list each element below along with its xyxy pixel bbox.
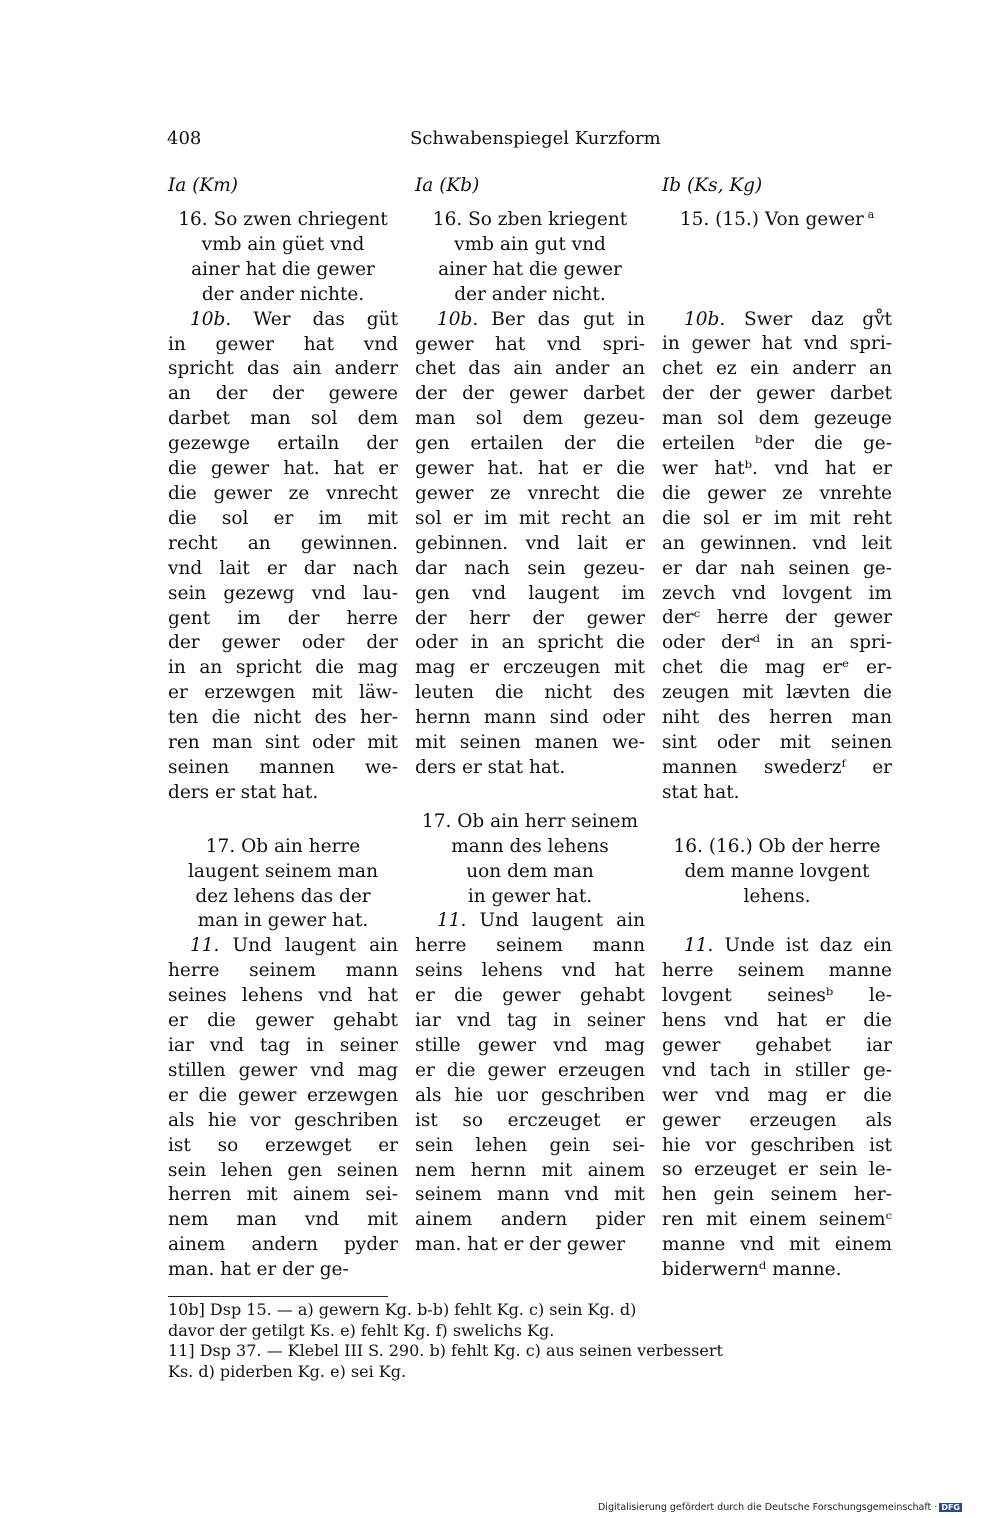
column-ib-ks-kg (662, 176, 892, 1283)
heading-line: 16. So zben kriegent (432, 209, 628, 230)
digitization-credit (598, 1502, 962, 1513)
section-heading (415, 208, 645, 308)
section-text (662, 308, 892, 806)
text-line (415, 909, 645, 934)
text-line: ren man sint oder mit (168, 732, 398, 754)
text-line: seinem mann vnd mit (415, 1184, 645, 1206)
text-line: darbet man sol dem (168, 408, 398, 430)
paragraph-number: 11. (190, 935, 220, 957)
heading-line (662, 283, 892, 308)
line-text: Ber das gut in (491, 308, 645, 330)
text-line: iar vnd tag in seiner (415, 1010, 645, 1032)
heading-line: der ander nichte. (201, 283, 365, 305)
text-line: er erzewgen mit läw- (168, 682, 398, 704)
text-line: man. hat er der gewer (415, 1234, 626, 1256)
text-line: herre seinem manne (662, 960, 892, 982)
column-siglum: Ib (Ks, Kg) (662, 175, 763, 196)
text-line: seins lehens vnd hat (415, 960, 645, 982)
text-line: wer vnd mag er die (662, 1084, 892, 1106)
text-line: die sol er im mit (168, 507, 398, 529)
text-line: die gewer ze vnrehte (662, 482, 892, 504)
line-text: Und laugent ain (232, 935, 398, 957)
text-line: hen gein seinem her- (662, 1184, 892, 1206)
text-line: herre seinem mann (168, 960, 398, 982)
text-line (168, 308, 398, 333)
text-line: als hie vor geschriben (168, 1109, 398, 1131)
dfg-logo: DFG (941, 1503, 960, 1512)
column-ia-km (168, 176, 398, 1283)
text-line: oder derᵈ in an spri- (662, 632, 892, 654)
text-line: in gewer hat vnd (168, 333, 398, 355)
text-line: man. hat er der ge- (168, 1259, 349, 1281)
text-line: seinen mannen we- (168, 756, 398, 778)
text-line: der der gewer darbet (415, 383, 645, 405)
heading-line (662, 208, 892, 233)
text-line: sein lehen gein sei- (415, 1134, 645, 1156)
heading-line (662, 909, 892, 934)
heading-text: 15. (15.) Von gewer (679, 209, 864, 230)
text-line: zevch vnd lovgent im (662, 582, 892, 604)
footnote-line: 10b] Dsp 15. — a) gewern Kg. b-b) fehlt Kg. c) sein Kg. d) (168, 1300, 637, 1319)
text-line: so erzeuget er sein le- (662, 1159, 892, 1181)
section-heading (168, 835, 398, 935)
heading-line: uon dem man (466, 860, 594, 882)
heading-line (662, 258, 892, 283)
text-line: stille gewer vnd mag (415, 1035, 645, 1056)
column-siglum: Ia (Km) (168, 175, 239, 196)
text-line: der der gewer darbet (662, 383, 892, 405)
text-line: chet ez ein anderr an (662, 358, 892, 380)
text-line: gen ertailen der die (415, 433, 645, 455)
heading-line: laugent seinem man (187, 860, 378, 882)
text-line: oder in an spricht die (415, 632, 645, 654)
text-line: nem hernn mit ainem (415, 1159, 645, 1181)
heading-line: man in gewer hat. (197, 910, 369, 932)
text-line: sol er im mit recht an (415, 507, 645, 529)
text-line: man sol dem gezeu- (415, 408, 645, 430)
text-line: die gewer ze vnrecht (168, 482, 398, 504)
text-line: vnd lait er dar nach (168, 557, 398, 579)
heading-line: ainer hat die gewer (438, 258, 622, 280)
section-gap (662, 806, 892, 835)
text-line: die gewer hat. hat er (168, 458, 398, 480)
column-ia-kb (415, 176, 645, 1258)
text-line: spricht das ain anderr (168, 358, 398, 380)
heading-line: der ander nicht. (454, 283, 606, 305)
line-text: Wer das güt (253, 308, 398, 330)
line-text: Swer daz gv̊t (743, 308, 892, 330)
credit-text: Digitalisierung gefördert durch die Deutsche Forschungsgemeinschaft · (597, 1502, 938, 1513)
text-line: an gewinnen. vnd leit (662, 532, 892, 554)
heading-line: 17. Ob ain herr seinem (421, 810, 639, 832)
heading-line: dez lehens das der (195, 885, 371, 907)
text-line: gewer ze vnrecht die (415, 482, 645, 504)
section-heading (168, 208, 398, 308)
text-line: stillen gewer vnd mag (168, 1059, 398, 1081)
line-text: Und laugent ain (479, 910, 645, 932)
text-line: gen vnd laugent im (415, 582, 645, 604)
text-line: ders er stat hat. (168, 781, 319, 803)
text-line: er die gewer gehabt (415, 985, 645, 1007)
column-siglum: Ia (Kb) (415, 175, 480, 196)
text-line: sein gezewg vnd lau- (168, 582, 398, 604)
text-line: gewer gehabet iar (662, 1034, 892, 1056)
text-line: recht an gewinnen. (168, 532, 398, 554)
page-header (167, 128, 892, 154)
text-line: nem man vnd mit (168, 1209, 398, 1231)
paragraph-number: 11. (684, 935, 714, 957)
heading-line: lehens. (743, 885, 811, 907)
heading-line: vmb ain güet vnd (201, 233, 365, 255)
paragraph-number: 10b. (190, 308, 232, 330)
text-line: ainem andern pider (415, 1209, 645, 1231)
text-line: der gewer oder der (168, 632, 398, 654)
text-line: er die gewer erzeugen (415, 1059, 645, 1081)
text-line (662, 308, 892, 333)
section-text (415, 308, 645, 781)
text-line: dar nach sein gezeu- (415, 557, 645, 579)
text-line: ren mit einem seinemᶜ (662, 1209, 892, 1231)
text-line: ten die nicht des her- (168, 707, 398, 729)
text-line: als hie uor geschriben (415, 1084, 645, 1106)
text-line: herren mit ainem sei- (168, 1184, 398, 1206)
text-line: manne vnd mit einem (662, 1234, 892, 1256)
text-line: erteilen ᵇder die ge- (662, 433, 892, 455)
section-text (662, 934, 892, 1283)
text-line: iar vnd tag in seiner (168, 1035, 398, 1056)
text-line: stat hat. (662, 781, 740, 803)
text-line: gewer hat vnd spri- (415, 333, 645, 355)
line-text: Unde ist daz ein (724, 935, 892, 957)
text-line: chet das ain ander an (415, 358, 645, 380)
heading-line: 17. Ob ain herre (205, 835, 361, 857)
paragraph-number: 10b. (684, 308, 726, 330)
text-line: wer hatᵇ. vnd hat er (662, 458, 892, 480)
text-line: mag er erczeugen mit (415, 657, 645, 679)
text-line: chet die mag erᵉ er- (662, 657, 892, 679)
section-text (168, 308, 398, 806)
text-line: man sol dem gezeuge (662, 408, 892, 430)
text-line: herre seinem mann (415, 935, 645, 957)
text-line: hernn mann sind oder (415, 707, 645, 729)
text-line: niht des herren man (662, 707, 892, 729)
section-heading (415, 810, 645, 910)
text-line: hie vor geschriben ist (662, 1134, 892, 1156)
text-line: an der der gewere (168, 383, 398, 405)
text-line: derᶜ herre der gewer (662, 607, 892, 629)
heading-line: in gewer hat. (467, 885, 593, 907)
running-title: Schwabenspiegel Kurzform (410, 128, 661, 149)
text-line: die sol er im mit reht (662, 507, 892, 529)
text-line: in an spricht die mag (168, 657, 398, 679)
text-line: ist so erczeuget er (415, 1109, 645, 1131)
text-line: vnd tach in stiller ge- (662, 1059, 892, 1081)
footnote-line: davor der getilgt Ks. e) fehlt Kg. f) swelichs Kg. (168, 1320, 555, 1340)
text-line: er die gewer erzewgen (168, 1084, 398, 1106)
footnote-marker: a (867, 207, 875, 221)
text-line: gewer erzeugen als (662, 1109, 892, 1131)
text-line: in gewer hat vnd spri- (662, 333, 892, 355)
text-line: ders er stat hat. (415, 756, 566, 778)
text-line: gezewge ertailn der (168, 433, 398, 455)
heading-line: ainer hat die gewer (191, 258, 375, 280)
text-line: gebinnen. vnd lait er (415, 532, 645, 554)
footnote-line: Ks. d) piderben Kg. e) sei Kg. (168, 1361, 407, 1381)
heading-line: dem manne lovgent (684, 860, 870, 882)
paragraph-number: 11. (437, 910, 467, 932)
text-line: gent im der herre (168, 607, 398, 629)
text-line: er dar nah seinen ge- (662, 557, 892, 579)
text-line: leuten die nicht des (415, 682, 645, 704)
section-gap (415, 781, 645, 810)
footnote-line: 11] Dsp 37. — Klebel III S. 290. b) fehlt Kg. c) aus seinen verbessert (168, 1341, 723, 1360)
text-line: gewer hat. hat er die (415, 458, 645, 480)
section-text (168, 934, 398, 1283)
footnote-rule (168, 1296, 388, 1297)
text-line: zeugen mit lævten die (662, 682, 892, 704)
heading-line (662, 233, 892, 258)
text-line: mannen swederzᶠ er (662, 756, 892, 778)
text-line: seines lehens vnd hat (168, 985, 398, 1007)
heading-line: vmb ain gut vnd (454, 233, 606, 255)
section-gap (168, 806, 398, 835)
text-line: der herr der gewer (415, 607, 645, 629)
text-line (415, 308, 645, 333)
text-line: sint oder mit seinen (662, 731, 892, 753)
footnotes (168, 1300, 892, 1382)
text-line: lovgent seinesᵇ le- (662, 985, 892, 1007)
text-line (168, 934, 398, 959)
text-line (662, 934, 892, 959)
section-heading (662, 835, 892, 935)
section-text (415, 909, 645, 1258)
heading-line: 16. So zwen chriegent (178, 209, 388, 230)
heading-line: mann des lehens (451, 835, 609, 857)
section-heading (662, 208, 892, 308)
text-line: mit seinen manen we- (415, 732, 645, 754)
text-line: ainem andern pyder (168, 1234, 398, 1256)
paragraph-number: 10b. (437, 308, 479, 330)
text-line: er die gewer gehabt (168, 1010, 398, 1032)
page-number: 408 (167, 128, 202, 149)
text-line: ist so erzewget er (168, 1134, 398, 1156)
text-line: sein lehen gen seinen (168, 1159, 398, 1181)
text-line: biderwernᵈ manne. (662, 1259, 842, 1281)
text-line: hens vnd hat er die (662, 1010, 892, 1032)
heading-line: 16. (16.) Ob der herre (673, 835, 881, 857)
